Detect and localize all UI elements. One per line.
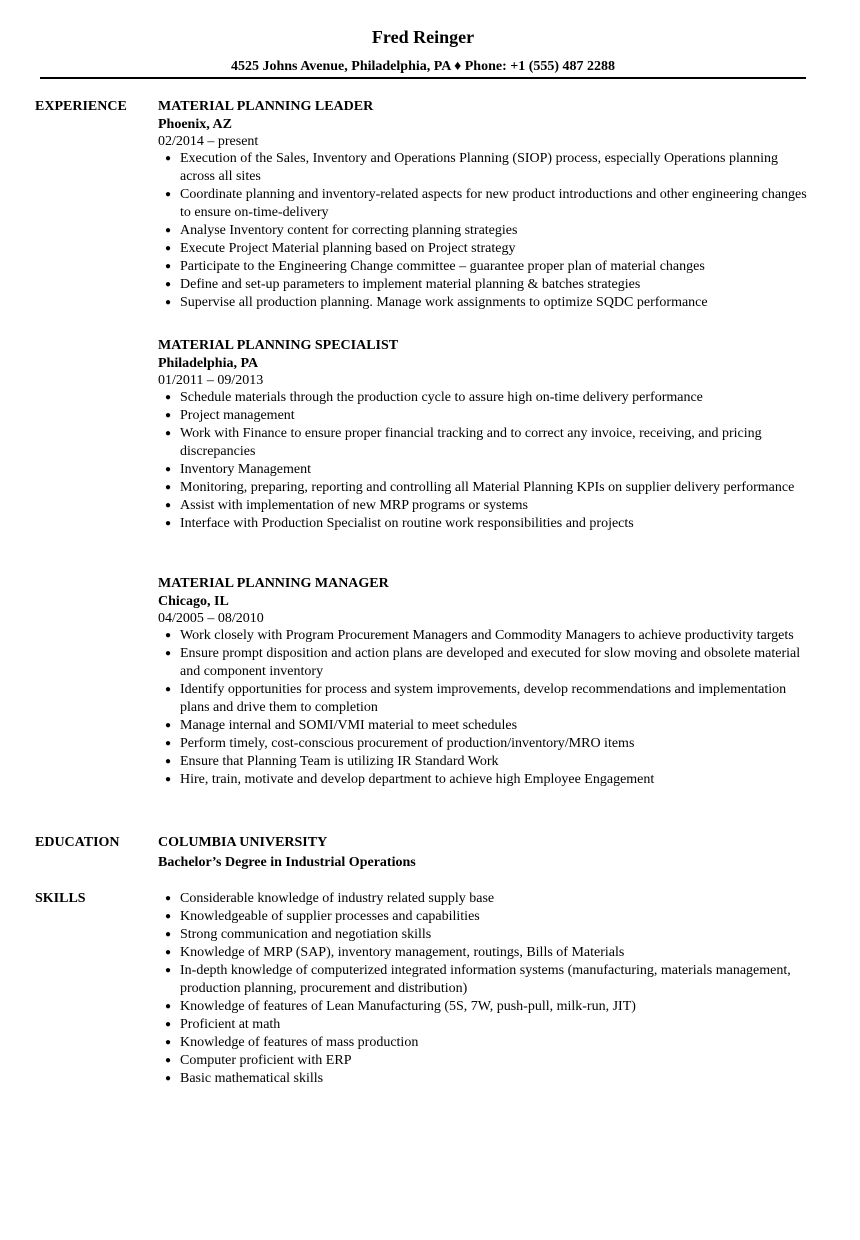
bullet-icon: ● xyxy=(165,630,172,641)
job-location: Phoenix, AZ xyxy=(158,117,232,132)
bullet-item xyxy=(158,735,808,753)
bullet-item xyxy=(158,944,808,962)
job-dates: 01/2011 – 09/2013 xyxy=(158,373,264,388)
bullet-item xyxy=(158,717,808,735)
bullet-text: Basic mathematical skills xyxy=(180,1071,324,1086)
bullet-text: Execution of the Sales, Inventory and Operations Planning (SIOP) process, especially Operations planning across all sites xyxy=(180,151,778,184)
bullet-item xyxy=(158,150,808,186)
bullet-text: Ensure that Planning Team is utilizing IR Standard Work xyxy=(180,754,499,769)
bullet-text: In-depth knowledge of computerized integrated information systems (manufacturing, materials management, production planning, procurement and distribution) xyxy=(180,963,791,996)
bullet-icon: ● xyxy=(165,911,172,922)
section-label-skills: SKILLS xyxy=(35,891,86,906)
bullet-item xyxy=(158,515,808,533)
bullet-item xyxy=(158,222,808,240)
job-title: MATERIAL PLANNING SPECIALIST xyxy=(158,338,399,353)
bullet-text: Knowledge of features of Lean Manufacturing (5S, 7W, push-pull, milk-run, JIT) xyxy=(180,999,636,1014)
bullet-icon: ● xyxy=(165,482,172,493)
job-bullets xyxy=(158,627,808,789)
bullet-item xyxy=(158,497,808,515)
job-title: MATERIAL PLANNING LEADER xyxy=(158,99,374,114)
contact-info: 4525 Johns Avenue, Philadelphia, PA ♦ Phone: +1 (555) 487 2288 xyxy=(230,59,616,74)
education-entry xyxy=(158,834,808,872)
bullet-item xyxy=(158,461,808,479)
bullet-item xyxy=(158,258,808,276)
skills-list xyxy=(158,890,808,1088)
bullet-icon: ● xyxy=(165,1037,172,1048)
bullet-icon: ● xyxy=(165,720,172,731)
bullet-item xyxy=(158,627,808,645)
bullet-text: Ensure prompt disposition and action plans are developed and executed for slow moving and obsolete material and component inventory xyxy=(180,646,801,679)
job-entry xyxy=(158,337,808,533)
bullet-item xyxy=(158,645,808,681)
bullet-item xyxy=(158,1034,808,1052)
bullet-item xyxy=(158,771,808,789)
bullet-item xyxy=(158,753,808,771)
bullet-item xyxy=(158,1070,808,1088)
bullet-icon: ● xyxy=(165,929,172,940)
school-name: COLUMBIA UNIVERSITY xyxy=(158,835,328,850)
bullet-item xyxy=(158,425,808,461)
bullet-icon: ● xyxy=(165,756,172,767)
bullet-item xyxy=(158,407,808,425)
bullet-item xyxy=(158,276,808,294)
bullet-icon: ● xyxy=(165,965,172,976)
bullet-item xyxy=(158,294,808,312)
bullet-item xyxy=(158,890,808,908)
bullet-text: Coordinate planning and inventory-related aspects for new product introductions and other engineering changes to ensure on-time-delivery xyxy=(180,187,807,220)
bullet-text: Supervise all production planning. Manage work assignments to optimize SQDC performance xyxy=(180,295,708,310)
bullet-text: Work closely with Program Procurement Managers and Commodity Managers to achieve productivity targets xyxy=(180,628,794,643)
job-dates: 02/2014 – present xyxy=(158,134,259,149)
bullet-item xyxy=(158,908,808,926)
bullet-item xyxy=(158,240,808,258)
bullet-icon: ● xyxy=(165,774,172,785)
bullet-item xyxy=(158,681,808,717)
bullet-text: Execute Project Material planning based on Project strategy xyxy=(180,241,516,256)
job-location: Chicago, IL xyxy=(158,594,229,609)
bullet-item xyxy=(158,1052,808,1070)
bullet-icon: ● xyxy=(165,392,172,403)
bullet-icon: ● xyxy=(165,684,172,695)
bullet-text: Project management xyxy=(180,408,295,423)
bullet-text: Identify opportunities for process and system improvements, develop recommendations and implementation plans and drive them to completion xyxy=(180,682,787,715)
bullet-icon: ● xyxy=(165,153,172,164)
job-bullets xyxy=(158,389,808,533)
bullet-text: Monitoring, preparing, reporting and controlling all Material Planning KPIs on supplier delivery performance xyxy=(180,480,795,495)
bullet-text: Strong communication and negotiation skills xyxy=(180,927,432,942)
job-location: Philadelphia, PA xyxy=(158,356,259,371)
bullet-icon: ● xyxy=(165,189,172,200)
bullet-text: Assist with implementation of new MRP programs or systems xyxy=(180,498,528,513)
bullet-item xyxy=(158,926,808,944)
bullet-icon: ● xyxy=(165,648,172,659)
job-entry xyxy=(158,98,808,312)
bullet-text: Knowledge of features of mass production xyxy=(180,1035,419,1050)
bullet-text: Analyse Inventory content for correcting planning strategies xyxy=(180,223,518,238)
job-bullets xyxy=(158,150,808,312)
candidate-name: Fred Reinger xyxy=(371,27,475,47)
bullet-icon: ● xyxy=(165,261,172,272)
bullet-icon: ● xyxy=(165,410,172,421)
header-divider xyxy=(40,77,806,79)
bullet-text: Knowledge of MRP (SAP), inventory management, routings, Bills of Materials xyxy=(180,945,625,960)
bullet-text: Considerable knowledge of industry related supply base xyxy=(180,891,495,906)
bullet-icon: ● xyxy=(165,1055,172,1066)
job-dates: 04/2005 – 08/2010 xyxy=(158,611,264,626)
bullet-icon: ● xyxy=(165,947,172,958)
job-title: MATERIAL PLANNING MANAGER xyxy=(158,576,389,591)
bullet-text: Inventory Management xyxy=(180,462,312,477)
bullet-item xyxy=(158,1016,808,1034)
bullet-icon: ● xyxy=(165,279,172,290)
bullet-icon: ● xyxy=(165,243,172,254)
bullet-text: Manage internal and SOMI/VMI material to meet schedules xyxy=(180,718,518,733)
bullet-item xyxy=(158,186,808,222)
bullet-text: Schedule materials through the production cycle to assure high on-time delivery performance xyxy=(180,390,703,405)
bullet-text: Define and set-up parameters to implement material planning & batches strategies xyxy=(180,277,641,292)
bullet-icon: ● xyxy=(165,225,172,236)
bullet-icon: ● xyxy=(165,893,172,904)
bullet-text: Knowledgeable of supplier processes and capabilities xyxy=(180,909,480,924)
bullet-icon: ● xyxy=(165,500,172,511)
bullet-item xyxy=(158,998,808,1016)
bullet-icon: ● xyxy=(165,518,172,529)
bullet-text: Computer proficient with ERP xyxy=(180,1053,352,1068)
degree: Bachelor’s Degree in Industrial Operations xyxy=(158,855,416,870)
bullet-icon: ● xyxy=(165,428,172,439)
bullet-icon: ● xyxy=(165,1019,172,1030)
bullet-item xyxy=(158,389,808,407)
bullet-icon: ● xyxy=(165,464,172,475)
bullet-text: Hire, train, motivate and develop department to achieve high Employee Engagement xyxy=(180,772,655,787)
bullet-text: Proficient at math xyxy=(180,1017,281,1032)
bullet-item xyxy=(158,962,808,998)
bullet-text: Interface with Production Specialist on routine work responsibilities and projects xyxy=(180,516,634,531)
section-label-experience: EXPERIENCE xyxy=(35,99,127,114)
job-entry xyxy=(158,575,808,789)
bullet-icon: ● xyxy=(165,738,172,749)
skills-entry xyxy=(158,890,808,1088)
bullet-text: Participate to the Engineering Change committee – guarantee proper plan of material changes xyxy=(180,259,705,274)
bullet-icon: ● xyxy=(165,297,172,308)
bullet-icon: ● xyxy=(165,1001,172,1012)
bullet-item xyxy=(158,479,808,497)
bullet-text: Perform timely, cost-conscious procurement of production/inventory/MRO items xyxy=(180,736,635,751)
bullet-text: Work with Finance to ensure proper financial tracking and to correct any invoice, receiving, and pricing discrepancies xyxy=(180,426,762,459)
bullet-icon: ● xyxy=(165,1073,172,1084)
section-label-education: EDUCATION xyxy=(35,835,120,850)
